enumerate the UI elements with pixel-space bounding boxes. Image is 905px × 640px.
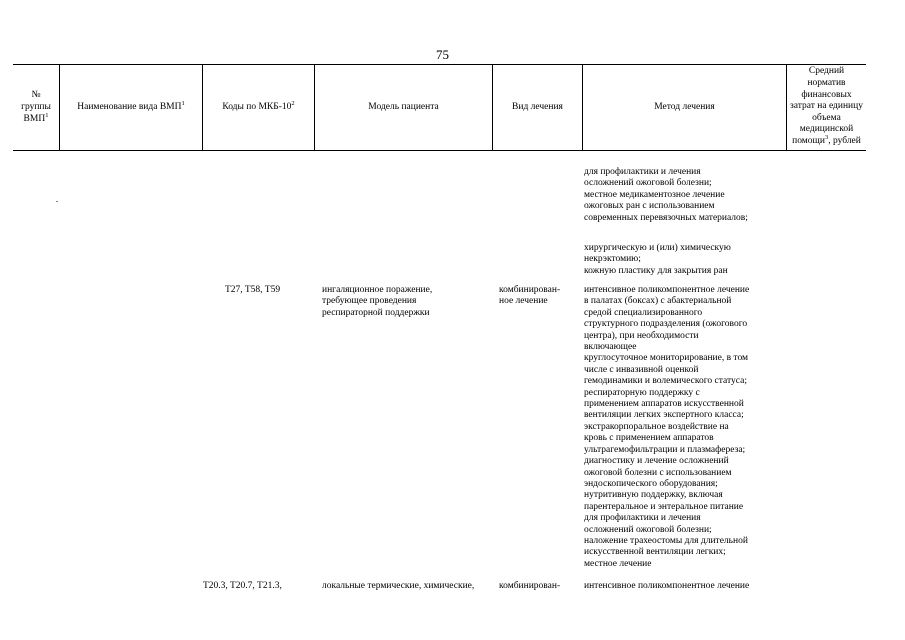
header-treatment-method [583,64,786,150]
header-vmp-group-label: № группы ВМП [21,90,51,124]
header-icd-codes-footnote: 2 [291,99,295,107]
row-local-burns-treatment-type: комбинирован- [499,581,561,591]
row-inhalation-icd-codes: T27, T58, T59 [225,285,281,295]
header-vmp-group [13,64,59,150]
row-inhalation-patient-model: ингаляционное поражение, требующее проведения респираторной поддержки [322,285,433,318]
header-average-cost-footnote: 3 [824,133,829,141]
header-bottom-border [13,150,866,151]
header-patient-model [315,64,492,150]
row-inhalation-treatment-type: комбинирован- ное лечение [499,285,561,307]
header-patient-model-label: Модель пациента [368,102,439,112]
header-icd-codes [203,64,314,150]
header-vmp-type [60,64,202,150]
header-icd-codes-label: Коды по МКБ-10 [222,102,292,112]
page-number: 75 [436,47,449,62]
header-average-cost-label: Средний норматив финансовых затрат на единицу объема медицинской помощи [790,66,863,146]
header-average-cost [787,64,866,150]
header-average-cost-unit: , рублей [828,135,861,146]
header-vmp-group-footnote: 1 [45,111,49,119]
header-vmp-type-footnote: 1 [181,99,185,107]
continued-method-part-2: хирургическую и (или) химическую некрэктомию; кожную пластику для закрытия ран [584,243,731,276]
header-treatment-method-label: Метод лечения [654,102,715,112]
row-local-burns-patient-model: локальные термические, химические, [322,581,475,591]
header-treatment-type-label: Вид лечения [512,102,563,112]
row-local-burns-treatment-method: интенсивное поликомпонентное лечение [584,581,750,591]
stray-mark [56,201,58,202]
row-local-burns-icd-codes: T20.3, T20.7, T21.3, [203,581,282,591]
header-vmp-type-label: Наименование вида ВМП [77,102,182,112]
row-inhalation-treatment-method: интенсивное поликомпонентное лечение в палатах (боксах) с абактериальной средой специализированного структурного подразделения (ожогового центра), при необходимости включающее круглосуточное мониторирование, в том числе с инвазивной оценкой гемодинамики и волемического статуса; респираторную поддержку с применением аппаратов искусственной вентиляции легких экспертного класса; экстракорпоральное воздействие на кровь с применением аппаратов ультрагемофильтрации и плазмафереза; диагностику и лечение осложнений ожоговой болезни с использованием эндоскопического оборудования; нутритивную поддержку, включая парентеральное и энтеральное питание для профилактики и лечения осложнений ожоговой болезни; наложение трахеостомы для длительной искусственной вентиляции легких; местное лечение [584,285,750,569]
header-treatment-type [493,64,582,150]
continued-method-part-1: для профилактики и лечения осложнений ожоговой болезни; местное медикаментозное лечение ожоговых ран с использованием современных перевязочных материалов; [584,167,748,223]
